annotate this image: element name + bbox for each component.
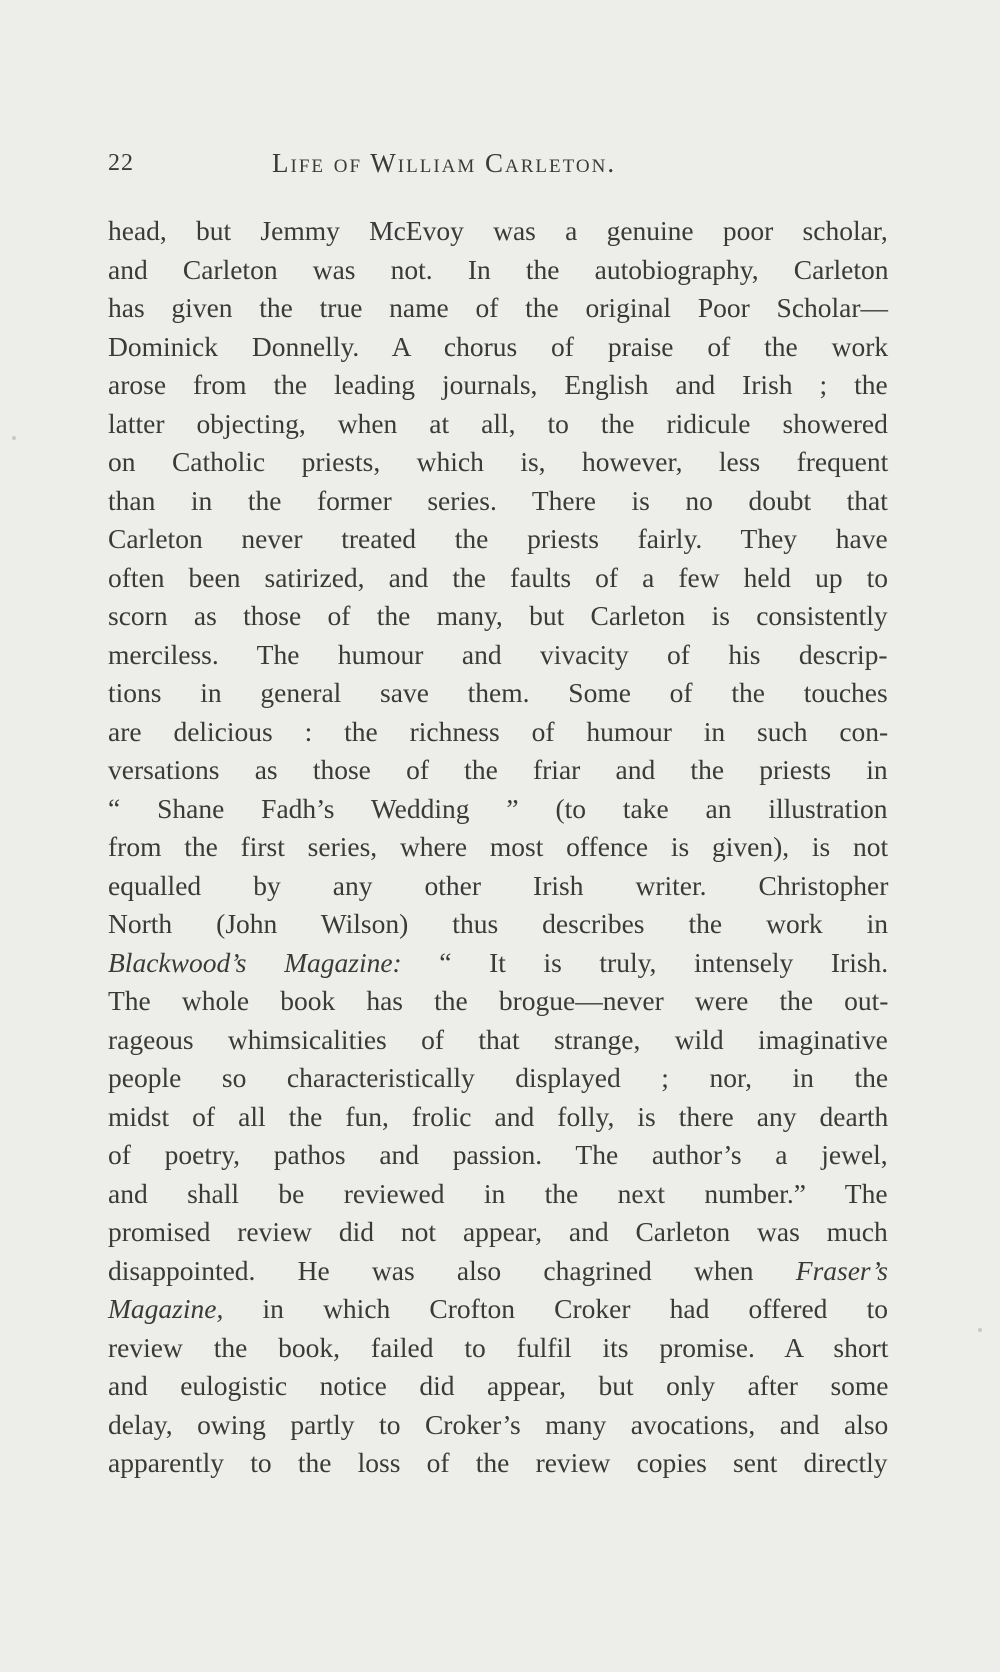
- text-line: merciless. The humour and vivacity of his descrip-: [108, 638, 888, 670]
- text-line: from the first series, where most offence is given), is not: [108, 831, 889, 862]
- text-line: [108, 1290, 888, 1329]
- text-line: North (John Wilson) thus describes the work in: [108, 908, 889, 939]
- page-speck: [978, 1328, 982, 1332]
- text-line: [108, 944, 888, 983]
- text-line: of poetry, pathos and passion. The author’s a jewel,: [108, 1139, 888, 1170]
- text-line: on Catholic priests, which is, however, less frequent: [108, 446, 889, 477]
- text-line: versations as those of the friar and the priests in: [108, 754, 888, 785]
- text-line: head, but Jemmy McEvoy was a genuine poor scholar,: [108, 215, 888, 246]
- text-line: and eulogistic notice did appear, but only after some: [108, 1370, 889, 1401]
- line-text: disappointed. He was also chagrined when: [108, 1254, 796, 1286]
- page-number: 22: [108, 150, 134, 176]
- text-line: often been satirized, and the faults of a few held up to: [108, 561, 889, 593]
- body-text: [108, 212, 888, 1483]
- text-line: latter objecting, when at all, to the ridicule showered: [108, 407, 888, 439]
- text-line: delay, owing partly to Croker’s many avocations, and also: [108, 1408, 889, 1440]
- text-line: arose from the leading journals, English and Irish ; the: [108, 369, 888, 400]
- text-line: Dominick Donnelly. A chorus of praise of the work: [108, 330, 889, 362]
- text-line: midst of all the fun, frolic and folly, is there any dearth: [108, 1100, 889, 1132]
- text-line: “ Shane Fadh’s Wedding ” (to take an illustration: [108, 792, 888, 824]
- page-speck: [12, 436, 16, 440]
- line-text: in which Crofton Croker had offered to: [223, 1293, 888, 1324]
- text-line: tions in general save them. Some of the touches: [108, 677, 888, 708]
- text-line: and shall be reviewed in the next number.” The: [108, 1177, 888, 1209]
- text-line: than in the former series. There is no doubt that: [108, 484, 888, 516]
- text-line: Carleton never treated the priests fairly. They have: [108, 523, 888, 554]
- text-line: scorn as those of the many, but Carleton is consistently: [108, 600, 888, 631]
- text-line: promised review did not appear, and Carleton was much: [108, 1216, 888, 1247]
- text-line: people so characteristically displayed ; nor, in the: [108, 1062, 889, 1093]
- running-head: Life of William Carleton.: [272, 148, 617, 178]
- italic-title: Fraser’s: [795, 1254, 888, 1286]
- text-line: are delicious : the richness of humour in such con-: [108, 715, 889, 747]
- text-line: [108, 1252, 888, 1291]
- italic-title: Magazine,: [108, 1293, 224, 1324]
- text-line: has given the true name of the original Poor Scholar—: [108, 292, 889, 323]
- text-line: equalled by any other Irish writer. Christopher: [108, 869, 889, 901]
- text-line: The whole book has the brogue—never were the out-: [108, 985, 889, 1016]
- page-header: [108, 150, 728, 190]
- text-line: review the book, failed to fulfil its promise. A short: [108, 1331, 889, 1363]
- line-text: “ It is truly, intensely Irish.: [401, 946, 889, 978]
- italic-title: Blackwood’s Magazine:: [108, 946, 402, 978]
- text-line: apparently to the loss of the review copies sent directly: [108, 1447, 888, 1478]
- text-line: rageous whimsicalities of that strange, wild imaginative: [108, 1023, 888, 1055]
- text-line: and Carleton was not. In the autobiography, Carleton: [108, 253, 889, 285]
